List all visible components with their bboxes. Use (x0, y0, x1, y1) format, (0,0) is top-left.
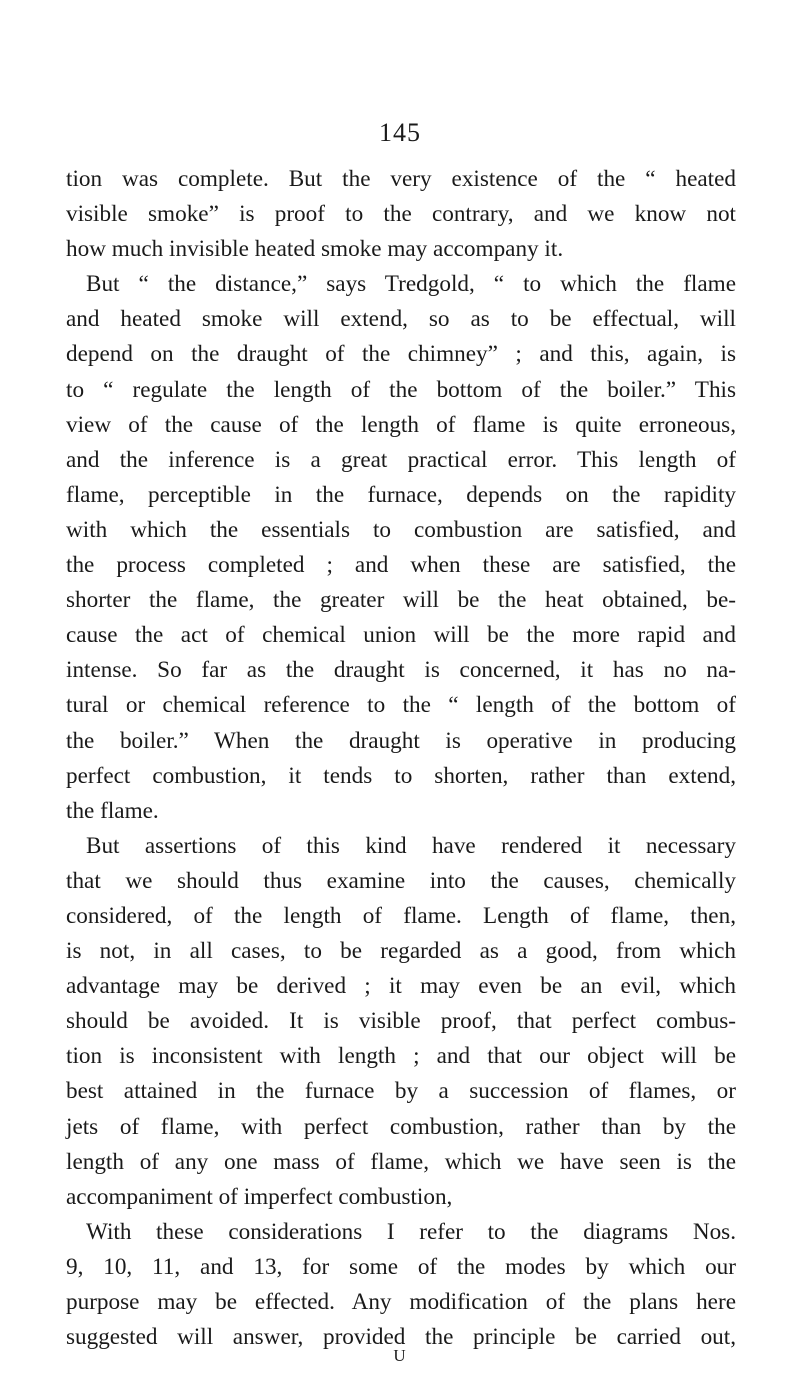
text-line: flame, perceptible in the furnace, depends on the rapidity (66, 481, 736, 508)
text-line: jets of flame, with perfect combustion, rather than by the (66, 1113, 736, 1140)
text-line: tion is inconsistent with length ; and that our object will be (66, 1043, 736, 1070)
body-text (66, 162, 736, 1355)
text-line: considered, of the length of flame. Length of flame, then, (66, 902, 736, 929)
text-line: visible smoke” is proof to the contrary, and we know not (66, 201, 736, 228)
text-line: to “ regulate the length of the bottom of the boiler.” This (66, 376, 736, 403)
text-line: tion was complete. But the very existence of the “ heated (66, 166, 736, 192)
text-line: With these considerations I refer to the diagrams Nos. (86, 1218, 736, 1245)
text-line: suggested will answer, provided the principle be carried out, (66, 1324, 736, 1351)
text-line: that we should thus examine into the causes, chemically (66, 867, 736, 894)
text-line: best attained in the furnace by a succession of flames, or (66, 1078, 736, 1105)
text-line: purpose may be effected. Any modification of the plans here (66, 1289, 736, 1315)
text-line: cause the act of chemical union will be the more rapid and (66, 622, 736, 649)
text-line: the process completed ; and when these are satisfied, the (66, 552, 736, 579)
text-line: and heated smoke will extend, so as to be effectual, will (66, 306, 736, 333)
text-line: the boiler.” When the draught is operative in producing (66, 727, 736, 754)
text-line: how much invisible heated smoke may accompany it. (66, 236, 564, 263)
text-line: accompaniment of imperfect combustion, (66, 1183, 453, 1210)
text-line: view of the cause of the length of flame is quite erroneous, (66, 411, 736, 438)
text-line: should be avoided. It is visible proof, that perfect combus- (66, 1008, 736, 1035)
text-line: intense. So far as the draught is concerned, it has no na- (66, 657, 736, 684)
text-line: 9, 10, 11, and 13, for some of the modes by which our (66, 1253, 736, 1280)
page-number: 145 (379, 118, 421, 147)
text-line: the flame. (66, 797, 159, 824)
text-line: tural or chemical reference to the “ length of the bottom of (66, 692, 736, 719)
text-line: depend on the draught of the chimney” ; and this, again, is (66, 341, 736, 368)
text-line: and the inference is a great practical error. This length of (66, 446, 736, 473)
text-line: perfect combustion, it tends to shorten, rather than extend, (66, 762, 736, 789)
text-line: advantage may be derived ; it may even be an evil, which (66, 973, 736, 1000)
text-line: length of any one mass of flame, which we have seen is the (66, 1148, 736, 1175)
text-line: with which the essentials to combustion are satisfied, and (66, 516, 736, 543)
signature-mark: U (393, 1346, 407, 1365)
text-line: is not, in all cases, to be regarded as a good, from which (66, 938, 736, 965)
text-line: But “ the distance,” says Tredgold, “ to which the flame (86, 271, 736, 298)
text-line: shorter the flame, the greater will be the heat obtained, be- (66, 587, 736, 614)
text-line: But assertions of this kind have rendered it necessary (86, 832, 736, 859)
